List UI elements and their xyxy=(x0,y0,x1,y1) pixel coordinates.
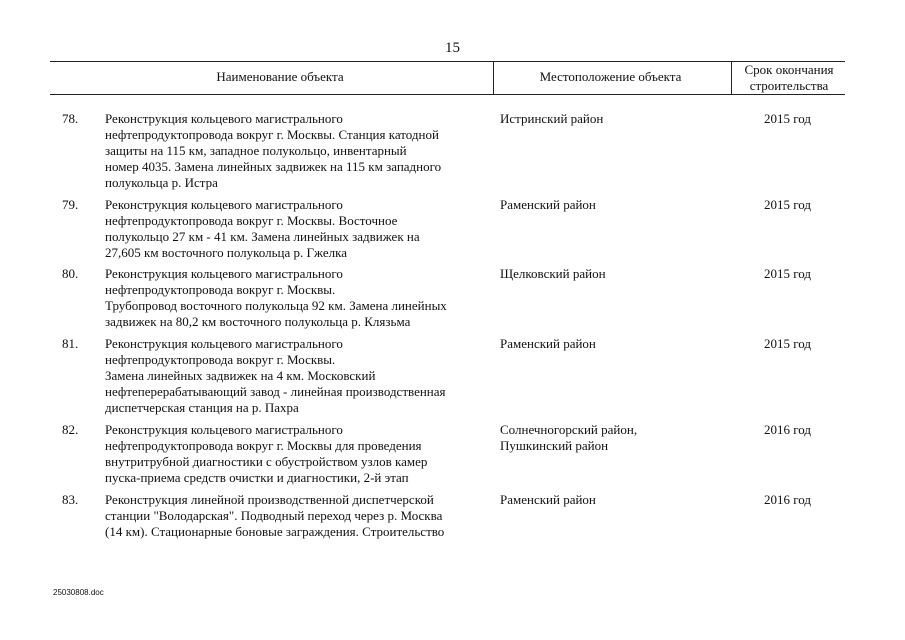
row-description: Реконструкция кольцевого магистрального нефтепродуктопровода вокруг г. Москвы. Трубопровод восточного полукольца 92 км. Замена линейных задвижек на 80,2 км восточного полукольца р. Клязьма xyxy=(105,266,447,329)
column-header-location: Местоположение объекта xyxy=(539,69,682,84)
row-number: 79. xyxy=(62,197,79,212)
row-location: Истринский район xyxy=(500,111,604,126)
row-deadline: 2015 год xyxy=(764,197,811,212)
column-header-name: Наименование объекта xyxy=(216,69,344,84)
row-description: Реконструкция кольцевого магистрального нефтепродуктопровода вокруг г. Москвы. Станция катодной защиты на 115 км, западное полукольцо, инвентарный номер 4035. Замена линейных задвижек на 115 км западного полукольца р. Истра xyxy=(105,111,442,190)
row-deadline: 2015 год xyxy=(764,336,811,351)
header-column-divider xyxy=(493,61,494,94)
row-number: 83. xyxy=(62,492,79,507)
row-description: Реконструкция кольцевого магистрального нефтепродуктопровода вокруг г. Москвы. Восточное полукольцо 27 км - 41 км. Замена линейных задвижек на 27,605 км восточного полукольца р. Гжелка xyxy=(105,197,420,260)
row-location: Раменский район xyxy=(500,197,596,212)
column-header-deadline-line1: Срок окончания xyxy=(744,62,834,77)
row-description: Реконструкция линейной производственной диспетчерской станции "Володарская". Подводный переход через р. Москва (14 км). Стационарные боновые заграждения. Строительство xyxy=(105,492,445,539)
page-number: 15 xyxy=(445,40,460,56)
row-description: Реконструкция кольцевого магистрального нефтепродуктопровода вокруг г. Москвы для проведения внутритрубной диагностики с обустройством узлов камер пуска-приема средств очистки и диагностики, 2-й этап xyxy=(105,422,428,485)
row-deadline: 2015 год xyxy=(764,266,811,281)
row-deadline: 2016 год xyxy=(764,492,811,507)
file-name-footer: 25030808.doc xyxy=(53,588,104,597)
column-header-deadline-line2: строительства xyxy=(749,78,829,93)
header-column-divider xyxy=(731,61,732,94)
row-deadline: 2015 год xyxy=(764,111,811,126)
row-number: 81. xyxy=(62,336,79,351)
row-deadline: 2016 год xyxy=(764,422,811,437)
row-location: Раменский район xyxy=(500,336,596,351)
row-location: Щелковский район xyxy=(500,266,606,281)
table-header-top-rule xyxy=(50,61,845,62)
row-number: 80. xyxy=(62,266,79,281)
row-location: Солнечногорский район, Пушкинский район xyxy=(500,422,638,453)
row-number: 78. xyxy=(62,111,79,126)
row-description: Реконструкция кольцевого магистрального нефтепродуктопровода вокруг г. Москвы. Замена линейных задвижек на 4 км. Московский нефтеперерабатывающий завод - линейная производственная диспетчерская станция на р. Пахра xyxy=(105,336,446,415)
column-header-deadline xyxy=(733,62,845,94)
table-header-bottom-rule xyxy=(50,94,845,95)
row-number: 82. xyxy=(62,422,79,437)
row-location: Раменский район xyxy=(500,492,596,507)
